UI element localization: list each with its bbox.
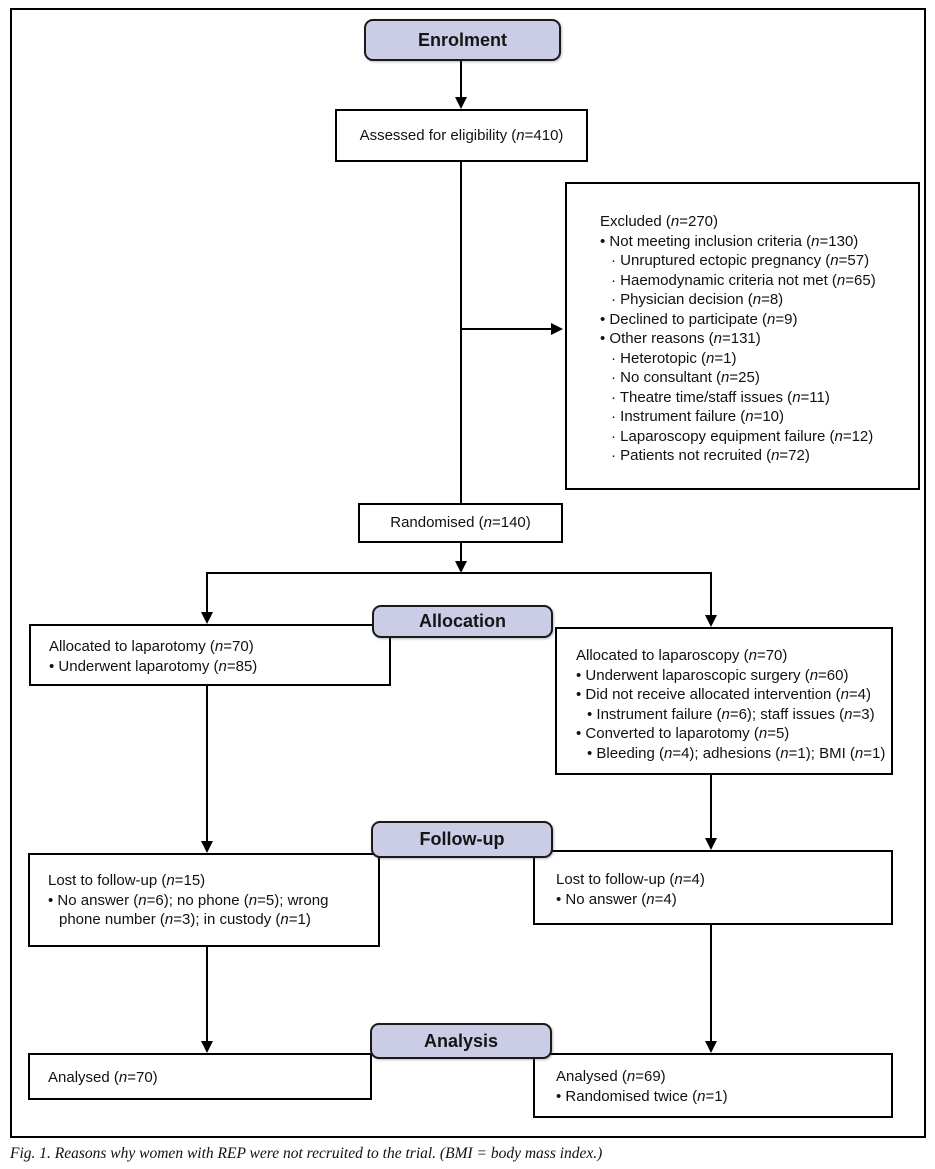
- arrowhead-excluded: [551, 323, 563, 335]
- connector-randomised-branch: [460, 543, 462, 562]
- text-line: • Randomised twice (n=1): [556, 1087, 728, 1105]
- text-line: • Underwent laparoscopic surgery (n=60): [576, 666, 849, 684]
- text-line: · Instrument failure (n=10): [611, 408, 785, 425]
- text-line: · Heterotopic (n=1): [611, 349, 737, 367]
- text-line: Allocated to laparoscopy (n=70): [576, 647, 788, 664]
- allocated-laparotomy-box: [29, 624, 391, 686]
- text-line: · Unruptured ectopic pregnancy (n=57): [611, 252, 870, 269]
- arrowhead-followup-right: [705, 838, 717, 850]
- text-line: • Bleeding (n=4); adhesions (n=1); BMI (n=1): [587, 744, 886, 762]
- text-line: · No consultant (n=25): [611, 369, 760, 386]
- enrolment-header: Enrolment: [364, 19, 561, 61]
- lost-followup-laparoscopy-box: [533, 850, 893, 925]
- connector-branch-laparotomy: [206, 572, 208, 613]
- text-line: Allocated to laparotomy (n=70): [49, 638, 254, 655]
- text-line: Lost to follow-up (n=15): [48, 872, 206, 889]
- text-line: • Did not receive allocated intervention (n=4): [576, 686, 872, 703]
- figure-caption: Fig. 1. Reasons why women with REP were not recruited to the trial. (BMI = body mass index.): [10, 1145, 603, 1162]
- text-line: phone number (n=3); in custody (n=1): [59, 911, 311, 928]
- text-line: • Not meeting inclusion criteria (n=130): [600, 232, 859, 250]
- text-line: • No answer (n=6); no phone (n=5); wrong: [48, 891, 329, 909]
- arrowhead-assessed: [455, 97, 467, 109]
- arrowhead-alloc-laparotomy: [201, 612, 213, 624]
- text-line: Analysed (n=69): [556, 1068, 666, 1085]
- text-line: Lost to follow-up (n=4): [556, 871, 705, 888]
- text-line: · Laparoscopy equipment failure (n=12): [611, 427, 874, 445]
- text-line: • Underwent laparotomy (n=85): [49, 657, 258, 675]
- randomised-box: [358, 503, 563, 543]
- connector-excluded: [461, 328, 551, 330]
- text-line: • Converted to laparotomy (n=5): [576, 725, 790, 742]
- text-line: • No answer (n=4): [556, 890, 677, 908]
- lost-followup-laparotomy-box: [28, 853, 380, 947]
- connector-assessed-randomised: [460, 162, 462, 503]
- text-line: • Instrument failure (n=6); staff issues (n=3): [587, 705, 875, 723]
- analysis-header: Analysis: [370, 1023, 552, 1059]
- connector-followup-analysis-left: [206, 947, 208, 1042]
- branch-line: [207, 572, 712, 574]
- text-line: • Declined to participate (n=9): [600, 310, 798, 328]
- arrowhead-followup-left: [201, 841, 213, 853]
- connector-branch-laparoscopy: [710, 572, 712, 616]
- text-line: · Haemodynamic criteria not met (n=65): [611, 271, 876, 289]
- text-line: · Physician decision (n=8): [611, 291, 784, 308]
- allocation-header: Allocation: [372, 605, 553, 638]
- connector-enrolment-assessed: [460, 61, 462, 99]
- analysed-laparotomy-box: [28, 1053, 372, 1100]
- text-line: Assessed for eligibility (n=410): [359, 126, 564, 144]
- text-line: Randomised (n=140): [390, 514, 531, 532]
- assessed-box: [335, 109, 588, 162]
- arrowhead-alloc-laparoscopy: [705, 615, 717, 627]
- text-line: · Theatre time/staff issues (n=11): [611, 388, 830, 406]
- connector-alloc-followup-left: [206, 686, 208, 842]
- text-line: • Other reasons (n=131): [600, 330, 761, 347]
- allocated-laparoscopy-box: [555, 627, 893, 775]
- excluded-box: [565, 182, 920, 490]
- connector-followup-analysis-right: [710, 925, 712, 1042]
- text-line: Excluded (n=270): [600, 213, 719, 230]
- analysed-laparoscopy-box: [533, 1053, 893, 1118]
- connector-alloc-followup-right: [710, 775, 712, 839]
- followup-header: Follow-up: [371, 821, 553, 858]
- text-line: Analysed (n=70): [48, 1069, 158, 1086]
- arrowhead-analysis-right: [705, 1041, 717, 1053]
- text-line: · Patients not recruited (n=72): [611, 447, 810, 464]
- arrowhead-analysis-left: [201, 1041, 213, 1053]
